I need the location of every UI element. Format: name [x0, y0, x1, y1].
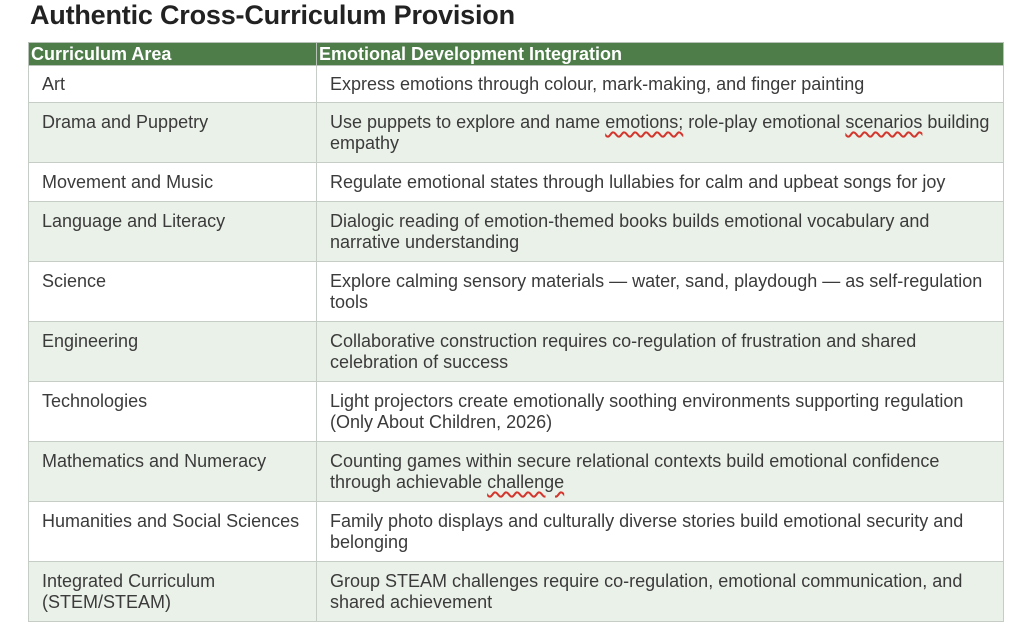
table-row [29, 322, 1004, 382]
integration-text: Family photo displays and culturally diverse stories build emotional security and belonging [330, 511, 964, 552]
table-row [29, 262, 1004, 322]
curriculum-area-cell: Movement and Music [29, 163, 317, 202]
curriculum-area-cell: Drama and Puppetry [29, 103, 317, 163]
integration-cell [317, 202, 1004, 262]
integration-cell [317, 502, 1004, 562]
curriculum-table [28, 42, 1004, 622]
spellcheck-flagged-word: challenge [487, 472, 565, 492]
integration-text: Use puppets to explore and name [330, 112, 606, 132]
page-title: Authentic Cross-Curriculum Provision [30, 0, 515, 30]
curriculum-area-cell: Integrated Curriculum (STEM/STEAM) [29, 562, 317, 622]
integration-cell [317, 163, 1004, 202]
integration-cell [317, 66, 1004, 103]
table-row [29, 502, 1004, 562]
integration-text: Regulate emotional states through lullabies for calm and upbeat songs for joy [330, 172, 946, 192]
integration-cell [317, 103, 1004, 163]
integration-cell [317, 382, 1004, 442]
table-row [29, 382, 1004, 442]
table-row [29, 562, 1004, 622]
spellcheck-flagged-word: emotions; [605, 112, 684, 132]
curriculum-area-cell: Mathematics and Numeracy [29, 442, 317, 502]
table-header-row [29, 43, 1004, 66]
integration-cell [317, 442, 1004, 502]
table-row [29, 163, 1004, 202]
integration-text: Dialogic reading of emotion-themed books builds emotional vocabulary and narrative understanding [330, 211, 930, 252]
column-header-emotional-integration: Emotional Development Integration [317, 43, 1004, 66]
curriculum-area-cell: Language and Literacy [29, 202, 317, 262]
table-body [29, 66, 1004, 622]
table-row [29, 66, 1004, 103]
integration-cell [317, 262, 1004, 322]
integration-text: Light projectors create emotionally soothing environments supporting regulation (Only About Children, 2026) [330, 391, 964, 432]
column-header-curriculum-area: Curriculum Area [29, 43, 317, 66]
curriculum-area-cell: Science [29, 262, 317, 322]
curriculum-area-cell: Engineering [29, 322, 317, 382]
curriculum-area-cell: Art [29, 66, 317, 103]
integration-text: Group STEAM challenges require co-regulation, emotional communication, and shared achievement [330, 571, 963, 612]
integration-text: Counting games within secure relational contexts build emotional confidence through achievable [330, 451, 940, 492]
curriculum-area-cell: Humanities and Social Sciences [29, 502, 317, 562]
integration-text: building empathy [330, 112, 990, 153]
integration-cell [317, 322, 1004, 382]
table-row [29, 202, 1004, 262]
integration-text: Express emotions through colour, mark-making, and finger painting [330, 74, 865, 94]
integration-text: Explore calming sensory materials — water, sand, playdough — as self-regulation tools [330, 271, 983, 312]
spellcheck-flagged-word: scenarios [845, 112, 923, 132]
table-row [29, 442, 1004, 502]
integration-text: Collaborative construction requires co-regulation of frustration and shared celebration of success [330, 331, 917, 372]
curriculum-area-cell: Technologies [29, 382, 317, 442]
table-row [29, 103, 1004, 163]
integration-cell [317, 562, 1004, 622]
integration-text: role-play emotional [683, 112, 846, 132]
